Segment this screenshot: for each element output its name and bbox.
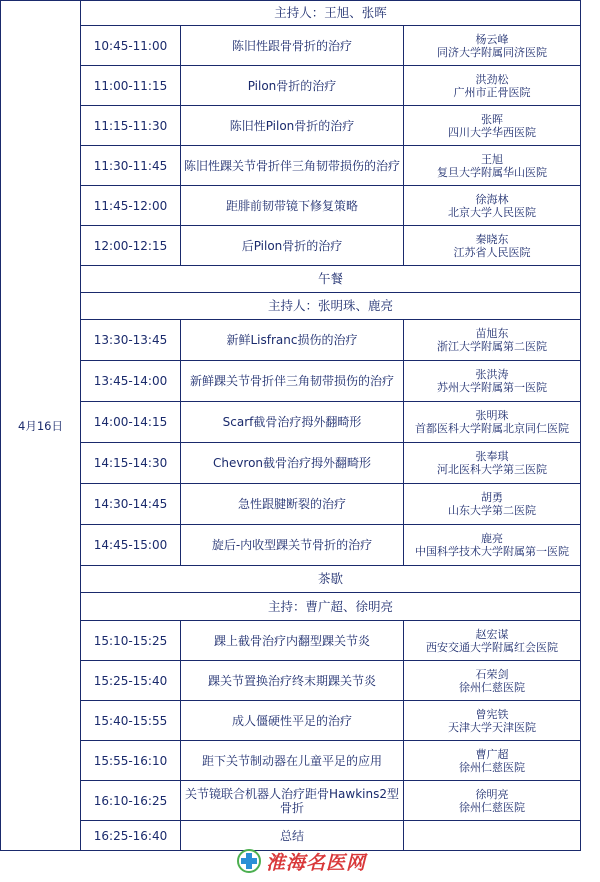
topic-cell: 踝关节置换治疗终末期踝关节炎 <box>181 661 404 701</box>
section-header: 茶歇 <box>81 566 581 593</box>
speaker-name: 张晖 <box>481 112 503 126</box>
topic-cell: 总结 <box>181 821 404 851</box>
speaker-name: 徐海林 <box>475 192 509 206</box>
session-row <box>1 66 581 106</box>
speaker-name: 鹿亮 <box>481 532 503 545</box>
speaker-name: 张洪涛 <box>475 368 509 381</box>
speaker-institution: 天津大学天津医院 <box>448 720 536 734</box>
section-header-row <box>1 593 581 621</box>
speaker-institution: 首都医科大学附属北京同仁医院 <box>415 422 569 435</box>
time-cell: 16:25-16:40 <box>81 821 181 851</box>
topic-cell: 成人僵硬性平足的治疗 <box>181 701 404 741</box>
speaker-cell <box>404 701 581 741</box>
speaker-cell <box>404 821 581 851</box>
topic-cell: 新鲜Lisfranc损伤的治疗 <box>181 320 404 361</box>
time-cell: 11:30-11:45 <box>81 146 181 186</box>
topic-cell: 距腓前韧带镜下修复策略 <box>181 186 404 226</box>
section-header-row <box>1 566 581 593</box>
topic-cell: 急性跟腱断裂的治疗 <box>181 484 404 525</box>
speaker-name: 秦晓东 <box>475 232 509 246</box>
topic-cell: Pilon骨折的治疗 <box>181 66 404 106</box>
hospital-cross-logo-icon <box>236 848 262 874</box>
time-cell: 15:25-15:40 <box>81 661 181 701</box>
section-header: 主持：曹广超、徐明亮 <box>81 593 581 621</box>
time-cell: 14:30-14:45 <box>81 484 181 525</box>
session-row <box>1 484 581 525</box>
speaker-cell <box>404 661 581 701</box>
speaker-cell <box>404 66 581 106</box>
session-row <box>1 26 581 66</box>
topic-cell: Scarf截骨治疗拇外翻畸形 <box>181 402 404 443</box>
speaker-name: 杨云峰 <box>475 32 509 46</box>
speaker-cell <box>404 621 581 661</box>
time-cell: 16:10-16:25 <box>81 781 181 821</box>
time-cell: 14:00-14:15 <box>81 402 181 443</box>
speaker-institution: 山东大学第二医院 <box>448 504 536 517</box>
section-header: 主持人：张明珠、鹿亮 <box>81 293 581 320</box>
speaker-cell <box>404 781 581 821</box>
session-row <box>1 525 581 566</box>
time-cell: 13:30-13:45 <box>81 320 181 361</box>
topic-cell: Chevron截骨治疗拇外翻畸形 <box>181 443 404 484</box>
speaker-cell <box>404 186 581 226</box>
speaker-institution: 苏州大学附属第一医院 <box>437 381 547 394</box>
time-cell: 14:45-15:00 <box>81 525 181 566</box>
time-cell: 11:45-12:00 <box>81 186 181 226</box>
speaker-institution: 江苏省人民医院 <box>453 245 531 259</box>
topic-cell: 距下关节制动器在儿童平足的应用 <box>181 741 404 781</box>
speaker-cell <box>404 320 581 361</box>
speaker-institution: 同济大学附属同济医院 <box>437 45 547 59</box>
speaker-institution: 北京大学人民医院 <box>448 205 536 219</box>
speaker-institution: 浙江大学附属第二医院 <box>437 340 547 353</box>
speaker-cell <box>404 361 581 402</box>
session-row <box>1 443 581 484</box>
speaker-institution: 徐州仁慈医院 <box>459 760 525 774</box>
session-row <box>1 781 581 821</box>
session-row <box>1 621 581 661</box>
session-row <box>1 402 581 443</box>
speaker-name: 曹广超 <box>475 747 509 761</box>
topic-cell: 旋后-内收型踝关节骨折的治疗 <box>181 525 404 566</box>
speaker-cell <box>404 402 581 443</box>
session-row <box>1 741 581 781</box>
time-cell: 14:15-14:30 <box>81 443 181 484</box>
speaker-institution: 河北医科大学第三医院 <box>437 463 547 476</box>
session-row <box>1 146 581 186</box>
topic-cell: 踝上截骨治疗内翻型踝关节炎 <box>181 621 404 661</box>
time-cell: 15:10-15:25 <box>81 621 181 661</box>
speaker-cell <box>404 106 581 146</box>
session-row <box>1 701 581 741</box>
speaker-cell <box>404 484 581 525</box>
time-cell: 10:45-11:00 <box>81 26 181 66</box>
speaker-institution: 广州市正骨医院 <box>453 85 531 99</box>
time-cell: 15:55-16:10 <box>81 741 181 781</box>
date-cell: 4月16日 <box>1 1 81 851</box>
speaker-institution: 徐州仁慈医院 <box>459 680 525 694</box>
speaker-name: 曾宪铁 <box>475 707 509 721</box>
speaker-cell <box>404 26 581 66</box>
section-header-row <box>1 293 581 320</box>
speaker-institution: 中国科学技术大学附属第一医院 <box>415 545 569 558</box>
speaker-name: 苗旭东 <box>475 327 509 340</box>
speaker-name: 石荣剑 <box>475 667 509 681</box>
speaker-institution: 徐州仁慈医院 <box>459 800 525 814</box>
speaker-institution: 西安交通大学附属红会医院 <box>426 640 558 654</box>
topic-cell: 新鲜踝关节骨折伴三角韧带损伤的治疗 <box>181 361 404 402</box>
topic-cell: 陈旧性踝关节骨折伴三角韧带损伤的治疗 <box>181 146 404 186</box>
speaker-name: 洪劲松 <box>475 72 509 86</box>
session-row <box>1 106 581 146</box>
time-cell: 12:00-12:15 <box>81 226 181 266</box>
time-cell: 11:15-11:30 <box>81 106 181 146</box>
time-cell: 15:40-15:55 <box>81 701 181 741</box>
speaker-cell <box>404 741 581 781</box>
speaker-cell <box>404 146 581 186</box>
speaker-cell <box>404 226 581 266</box>
section-header-row <box>1 1 581 26</box>
watermark-text: 淮海名医网 <box>266 852 367 874</box>
session-row <box>1 661 581 701</box>
speaker-institution: 复旦大学附属华山医院 <box>437 165 547 179</box>
section-header: 主持人：王旭、张晖 <box>81 1 581 26</box>
session-row <box>1 320 581 361</box>
speaker-name: 胡勇 <box>481 491 503 504</box>
speaker-name: 徐明亮 <box>475 787 509 801</box>
section-header: 午餐 <box>81 266 581 293</box>
session-row <box>1 186 581 226</box>
speaker-name: 赵宏谋 <box>475 627 509 641</box>
session-row <box>1 226 581 266</box>
speaker-name: 张奉琪 <box>475 450 509 463</box>
time-cell: 13:45-14:00 <box>81 361 181 402</box>
time-cell: 11:00-11:15 <box>81 66 181 106</box>
section-header-row <box>1 266 581 293</box>
watermark <box>236 846 386 876</box>
speaker-institution: 四川大学华西医院 <box>448 125 536 139</box>
speaker-name: 王旭 <box>481 152 503 166</box>
topic-cell: 关节镜联合机器人治疗距骨Hawkins2型骨折 <box>181 781 404 821</box>
session-row <box>1 361 581 402</box>
topic-cell: 陈旧性Pilon骨折的治疗 <box>181 106 404 146</box>
topic-cell: 陈旧性跟骨骨折的治疗 <box>181 26 404 66</box>
speaker-name: 张明珠 <box>475 409 509 422</box>
speaker-cell <box>404 443 581 484</box>
speaker-cell <box>404 525 581 566</box>
topic-cell: 后Pilon骨折的治疗 <box>181 226 404 266</box>
